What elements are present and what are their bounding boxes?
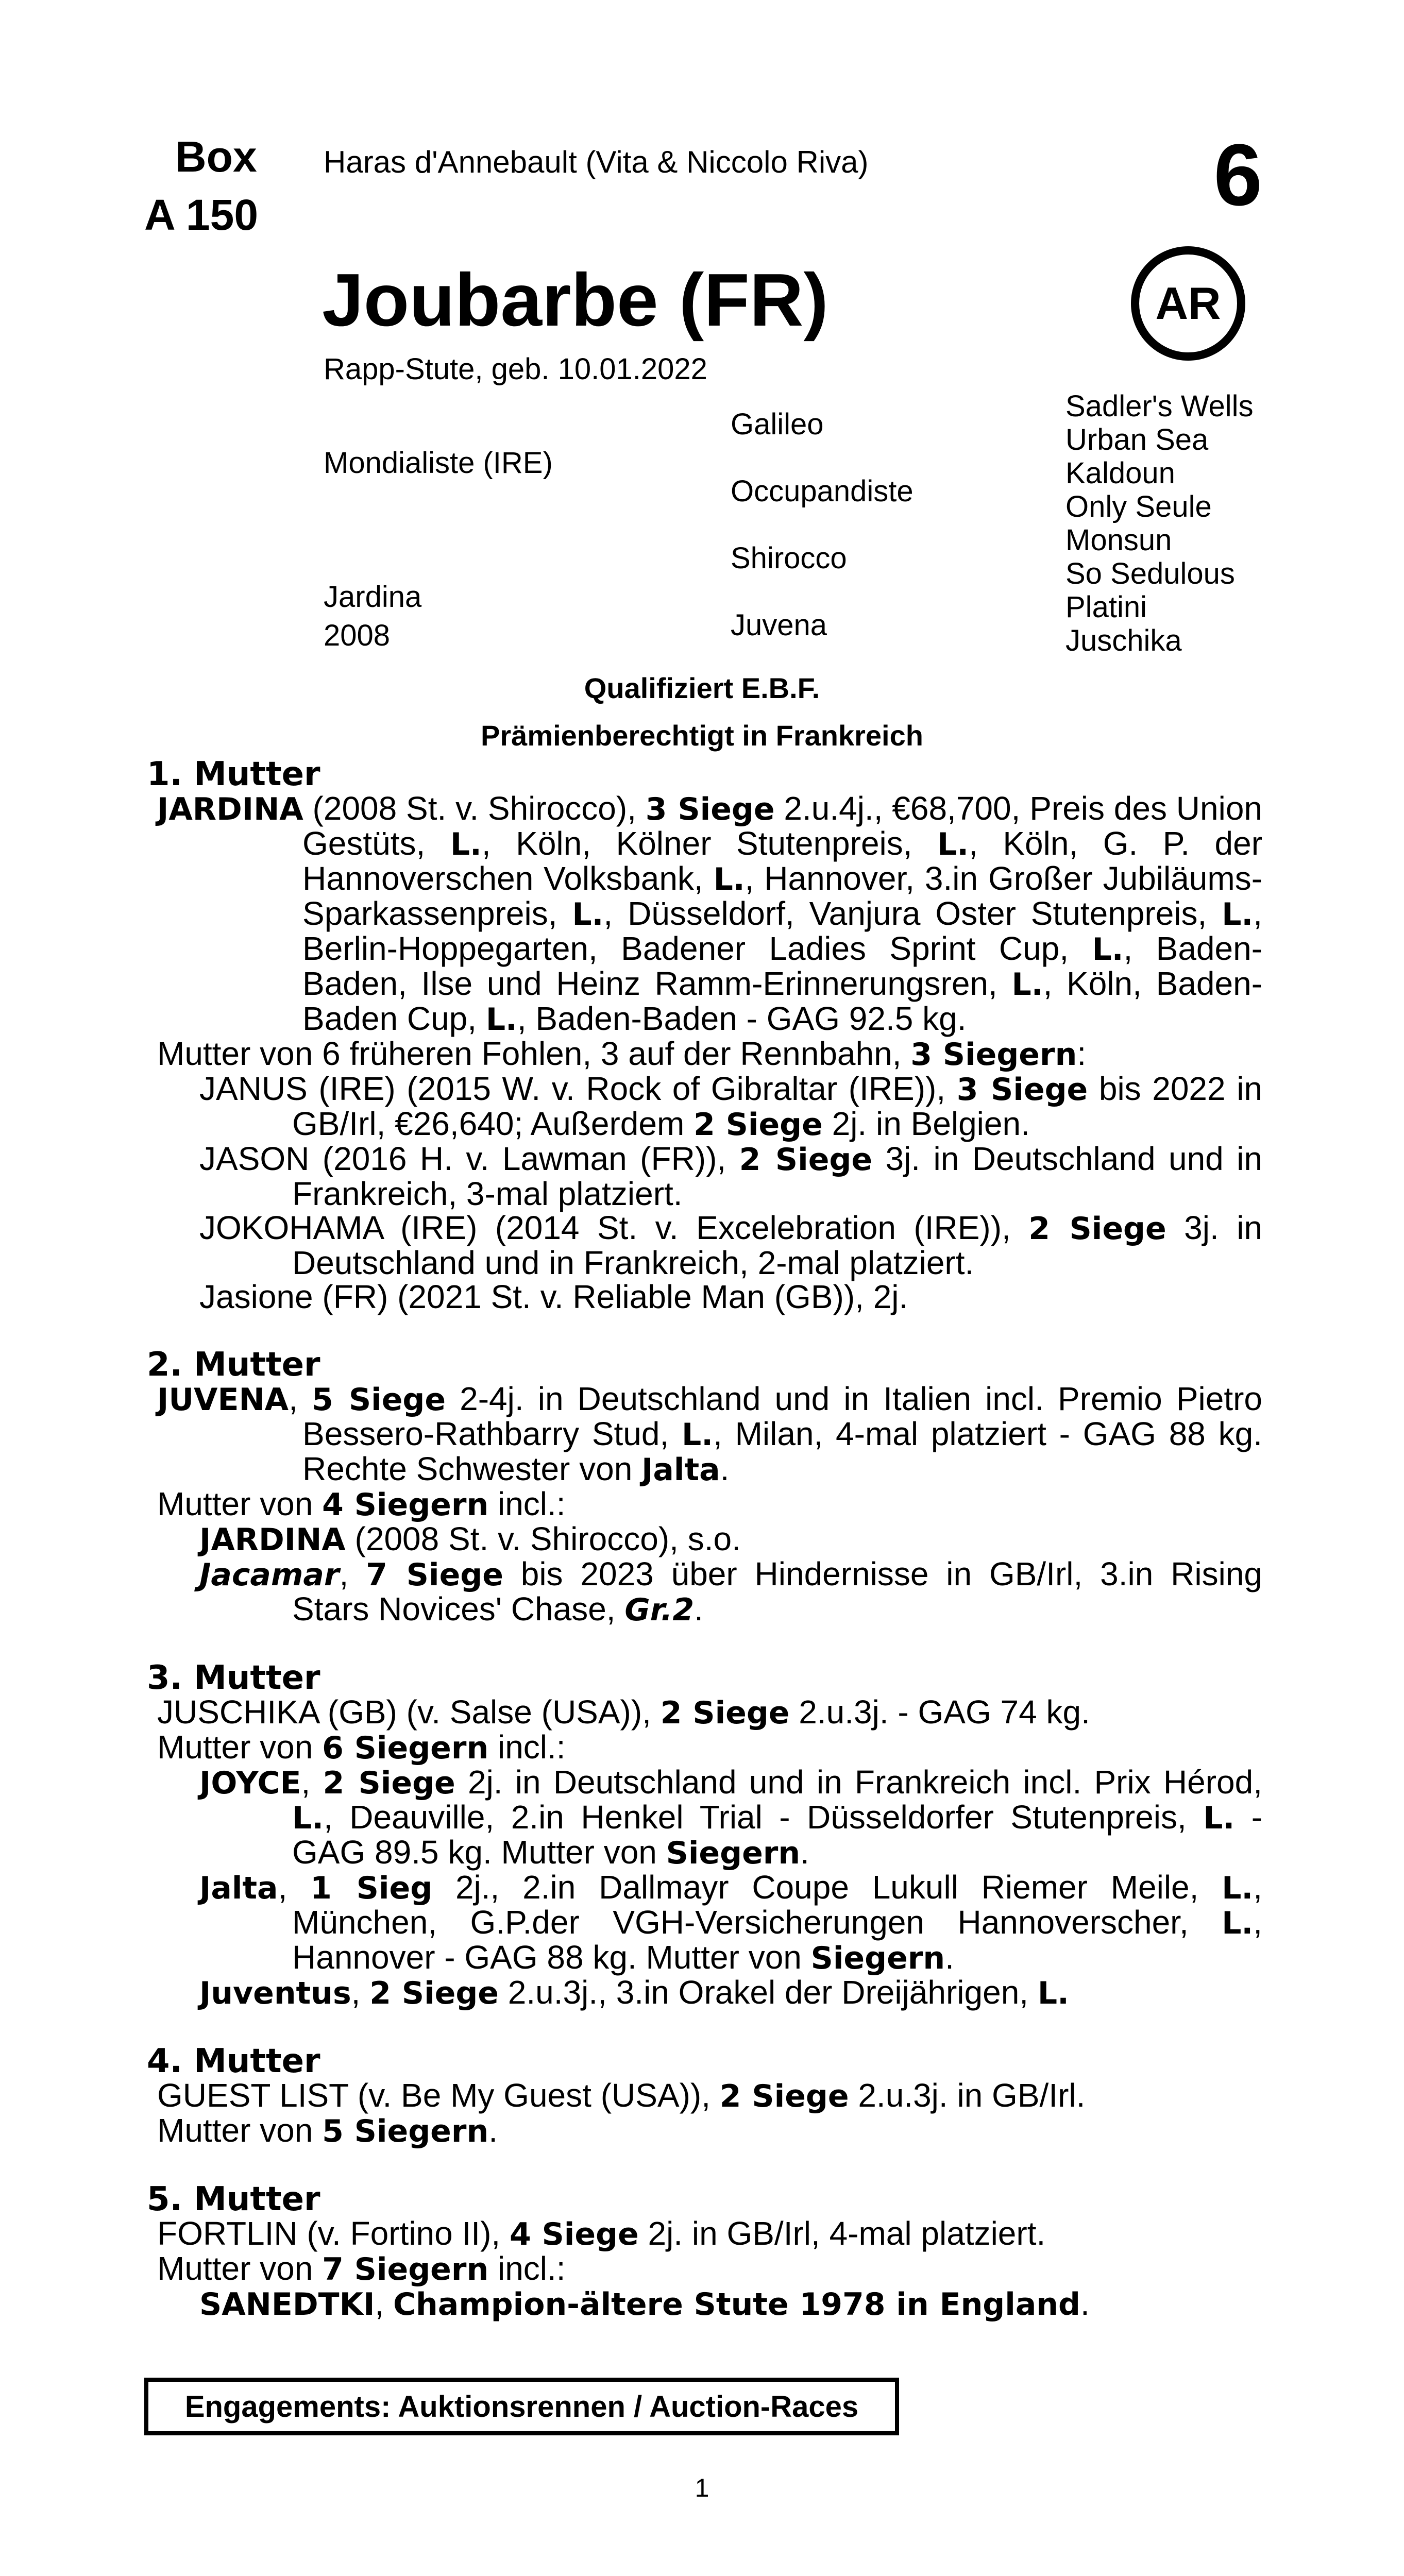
pedigree-great-grandparent: Sadler's Wells (1065, 389, 1254, 423)
qualification-ebf: Qualifiziert E.B.F. (584, 672, 820, 704)
offspring-entry: Jalta, 1 Sieg 2j., 2.in Dallmayr Coupe Lukull Riemer Meile, L., München, G.P.der VGH-Versicherungen Hannoverscher, L., Hannover - GAG 88 kg. Mutter von Siegern. (199, 1869, 1263, 1976)
engagements-label: Engagements: Auktionsrennen / Auction-Races (184, 2389, 859, 2424)
pedigree-grandparent: Occupandiste (731, 474, 914, 508)
qualification-france: Prämienberechtigt in Frankreich (481, 719, 923, 752)
box-label: Box (175, 132, 257, 181)
dam-entry: JUSCHIKA (GB) (v. Salse (USA)), 2 Siege 2.u.3j. - GAG 74 kg. (157, 1693, 1090, 1731)
breeder: Haras d'Annebault (Vita & Niccolo Riva) (324, 145, 869, 179)
section-heading: 5. Mutter (147, 2180, 320, 2218)
section-heading: 4. Mutter (147, 2042, 320, 2080)
pedigree-great-grandparent: So Sedulous (1065, 557, 1235, 590)
pedigree-grandparent: Shirocco (731, 541, 847, 575)
produce-summary: Mutter von 4 Siegern incl.: (157, 1485, 566, 1523)
pedigree-sire: Mondialiste (IRE) (324, 446, 553, 480)
dam-line-content (147, 757, 1262, 2321)
pedigree-dam: Jardina (324, 580, 422, 614)
ar-badge-label: AR (1155, 278, 1221, 329)
section-heading: 1. Mutter (147, 755, 320, 793)
offspring-entry: JASON (2016 H. v. Lawman (FR)), 2 Siege 3j. in Deutschland und in Frankreich, 3-mal platziert. (199, 1140, 1262, 1212)
offspring-entry: JOYCE, 2 Siege 2j. in Deutschland und in Frankreich incl. Prix Hérod, L., Deauville, 2.in Henkel Trial - Düsseldorfer Stutenpreis, L. - GAG 89.5 kg. Mutter von Siegern. (199, 1764, 1263, 1871)
dam-entry: FORTLIN (v. Fortino II), 4 Siege 2j. in GB/Irl, 4-mal platziert. (157, 2215, 1046, 2252)
produce-summary: Mutter von 6 früheren Fohlen, 3 auf der Rennbahn, 3 Siegern: (157, 1035, 1087, 1073)
lot-number: 6 (1213, 126, 1262, 224)
section-heading: 2. Mutter (147, 1346, 320, 1384)
offspring-entry: SANEDTKI, Champion-ältere Stute 1978 in England. (199, 2285, 1090, 2323)
section-heading: 3. Mutter (147, 1659, 320, 1697)
page-number: 1 (695, 2473, 709, 2502)
pedigree-great-grandparent: Kaldoun (1065, 456, 1175, 490)
offspring-entry: JANUS (IRE) (2015 W. v. Rock of Gibraltar (IRE)), 3 Siege bis 2022 in GB/Irl, €26,640; Außerdem 2 Siege 2j. in Belgien. (199, 1070, 1262, 1143)
dam-entry: GUEST LIST (v. Be My Guest (USA)), 2 Siege 2.u.3j. in GB/Irl. (157, 2077, 1086, 2114)
pedigree-dam-year: 2008 (324, 619, 391, 652)
pedigree-great-grandparent: Urban Sea (1065, 423, 1209, 456)
horse-description: Rapp-Stute, geb. 10.01.2022 (324, 352, 707, 386)
box-number: A 150 (144, 191, 259, 239)
pedigree-great-grandparent: Juschika (1065, 624, 1182, 657)
offspring-entry: Juventus, 2 Siege 2.u.3j., 3.in Orakel der Dreijährigen, L. (199, 1974, 1069, 2011)
dam-entry: JARDINA (2008 St. v. Shirocco), 3 Siege 2.u.4j., €68,700, Preis des Union Gestüts, L., Köln, Kölner Stutenpreis, L., Köln, G. P. der Hannoverschen Volksbank, L., Hannover, 3.in Großer Jubiläums-Sparkassenpreis, L., Düsseldorf, Vanjura Oster Stutenpreis, L., Berlin-Hoppegarten, Badener Ladies Sprint Cup, L., Baden-Baden, Ilse und Heinz Ramm-Erinnerungsren, L., Köln, Baden-Baden Cup, L., Baden-Baden - GAG 92.5 kg. (157, 790, 1263, 1038)
ar-badge-icon (1131, 246, 1245, 361)
engagements-box (144, 2378, 899, 2435)
produce-summary: Mutter von 7 Siegern incl.: (157, 2250, 566, 2287)
produce-summary: Mutter von 5 Siegern. (157, 2112, 498, 2149)
pedigree-great-grandparent: Only Seule (1065, 490, 1212, 523)
offspring-entry: JARDINA (2008 St. v. Shirocco), s.o. (199, 1520, 741, 1558)
horse-name: Joubarbe (FR) (322, 258, 828, 342)
offspring-entry: Jasione (FR) (2021 St. v. Reliable Man (GB)), 2j. (199, 1278, 908, 1315)
pedigree-grandparent: Juvena (731, 608, 827, 642)
offspring-entry: JOKOHAMA (IRE) (2014 St. v. Excelebration (IRE)), 2 Siege 3j. in Deutschland und in Frankreich, 2-mal platziert. (199, 1209, 1263, 1281)
dam-entry: JUVENA, 5 Siege 2-4j. in Deutschland und in Italien incl. Premio Pietro Bessero-Rathbarry Stud, L., Milan, 4-mal platziert - GAG 88 kg. Rechte Schwester von Jalta. (157, 1380, 1263, 1488)
pedigree-great-grandparent: Monsun (1065, 523, 1172, 557)
offspring-entry: Jacamar, 7 Siege bis 2023 über Hindernisse in GB/Irl, 3.in Rising Stars Novices' Chase, Gr.2. (199, 1555, 1262, 1628)
produce-summary: Mutter von 6 Siegern incl.: (157, 1728, 566, 1766)
pedigree-great-grandparent: Platini (1065, 590, 1147, 624)
pedigree-grandparent: Galileo (731, 408, 824, 441)
